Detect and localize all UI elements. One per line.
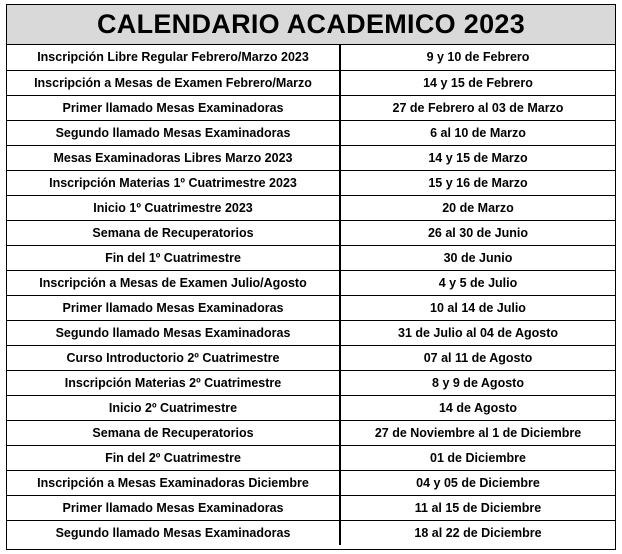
event-cell: Fin del 2º Cuatrimestre	[7, 445, 340, 470]
event-cell: Curso Introductorio 2º Cuatrimestre	[7, 345, 340, 370]
date-cell: 01 de Diciembre	[340, 445, 615, 470]
date-cell: 11 al 15 de Diciembre	[340, 495, 615, 520]
event-cell: Fin del 1º Cuatrimestre	[7, 245, 340, 270]
calendar-table-body	[7, 45, 615, 545]
table-row	[7, 470, 615, 495]
table-row	[7, 195, 615, 220]
event-cell: Inscripción Materias 2º Cuatrimestre	[7, 370, 340, 395]
date-cell: 27 de Noviembre al 1 de Diciembre	[340, 420, 615, 445]
event-cell: Inscripción Libre Regular Febrero/Marzo 2023	[7, 45, 340, 70]
table-row	[7, 120, 615, 145]
date-cell: 27 de Febrero al 03 de Marzo	[340, 95, 615, 120]
event-cell: Mesas Examinadoras Libres Marzo 2023	[7, 145, 340, 170]
academic-calendar-sheet	[6, 4, 616, 550]
event-cell: Semana de Recuperatorios	[7, 220, 340, 245]
calendar-title: CALENDARIO ACADEMICO 2023	[7, 5, 615, 45]
table-row	[7, 320, 615, 345]
date-cell: 26 al 30 de Junio	[340, 220, 615, 245]
table-row	[7, 95, 615, 120]
date-cell: 4 y 5 de Julio	[340, 270, 615, 295]
event-cell: Inicio 2º Cuatrimestre	[7, 395, 340, 420]
table-row	[7, 270, 615, 295]
date-cell: 15 y 16 de Marzo	[340, 170, 615, 195]
event-cell: Primer llamado Mesas Examinadoras	[7, 495, 340, 520]
table-row	[7, 420, 615, 445]
event-cell: Inscripción Materias 1º Cuatrimestre 2023	[7, 170, 340, 195]
date-cell: 14 y 15 de Marzo	[340, 145, 615, 170]
event-cell: Inicio 1º Cuatrimestre 2023	[7, 195, 340, 220]
date-cell: 9 y 10 de Febrero	[340, 45, 615, 70]
table-row	[7, 220, 615, 245]
table-row	[7, 70, 615, 95]
date-cell: 20 de Marzo	[340, 195, 615, 220]
event-cell: Inscripción a Mesas de Examen Julio/Agosto	[7, 270, 340, 295]
date-cell: 04 y 05 de Diciembre	[340, 470, 615, 495]
date-cell: 8 y 9 de Agosto	[340, 370, 615, 395]
event-cell: Primer llamado Mesas Examinadoras	[7, 295, 340, 320]
event-cell: Primer llamado Mesas Examinadoras	[7, 95, 340, 120]
date-cell: 07 al 11 de Agosto	[340, 345, 615, 370]
table-row	[7, 45, 615, 70]
table-row	[7, 295, 615, 320]
event-cell: Segundo llamado Mesas Examinadoras	[7, 320, 340, 345]
date-cell: 18 al 22 de Diciembre	[414, 525, 542, 540]
table-row	[7, 520, 615, 545]
event-cell: Inscripción a Mesas de Examen Febrero/Marzo	[7, 70, 340, 95]
table-row	[7, 370, 615, 395]
table-row	[7, 495, 615, 520]
table-row	[7, 345, 615, 370]
event-cell: Semana de Recuperatorios	[7, 420, 340, 445]
date-cell: 6 al 10 de Marzo	[340, 120, 615, 145]
table-row	[7, 145, 615, 170]
event-cell: Segundo llamado Mesas Examinadoras	[7, 120, 340, 145]
table-row	[7, 245, 615, 270]
event-cell: Segundo llamado Mesas Examinadoras	[7, 520, 340, 545]
date-cell: 14 de Agosto	[340, 395, 615, 420]
calendar-table	[7, 45, 615, 545]
date-cell: 10 al 14 de Julio	[340, 295, 615, 320]
table-row	[7, 445, 615, 470]
date-cell: 30 de Junio	[340, 245, 615, 270]
table-row	[7, 395, 615, 420]
date-cell: 31 de Julio al 04 de Agosto	[340, 320, 615, 345]
table-row	[7, 170, 615, 195]
event-cell: Inscripción a Mesas Examinadoras Diciembre	[7, 470, 340, 495]
date-cell: 14 y 15 de Febrero	[340, 70, 615, 95]
